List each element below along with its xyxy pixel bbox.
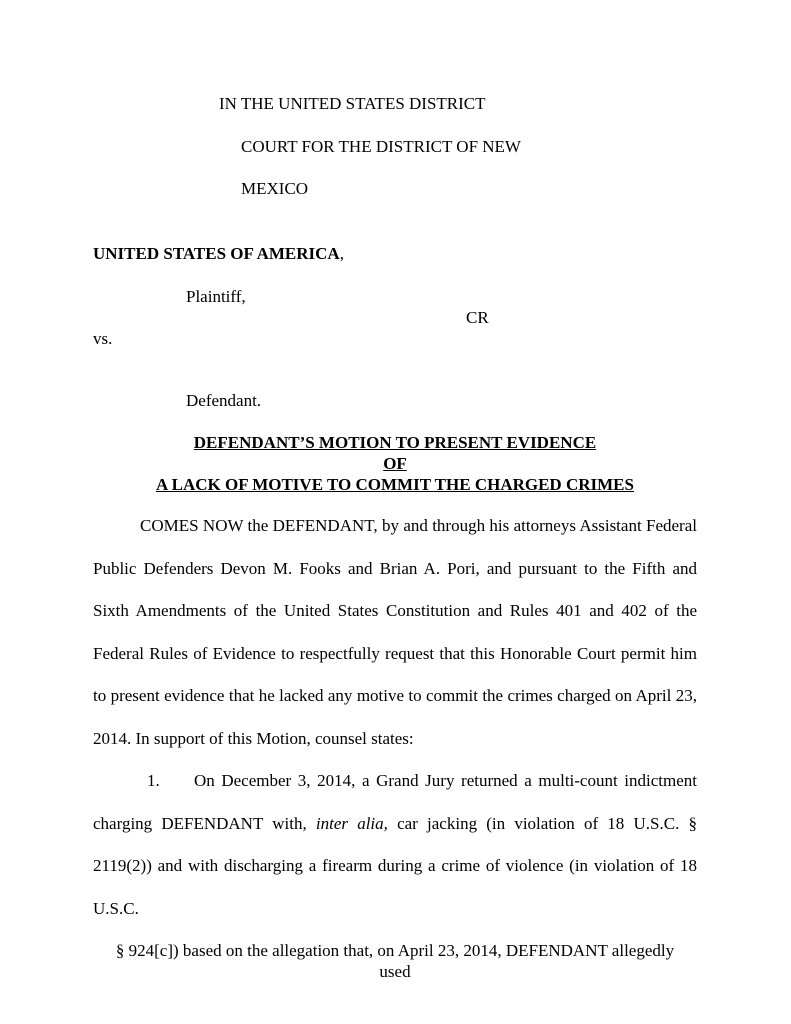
continued-paragraph xyxy=(93,940,697,982)
court-name-line-2: COURT FOR THE DISTRICT OF NEW xyxy=(241,137,521,156)
paragraph-number: 1. xyxy=(147,771,160,790)
versus-label: vs. xyxy=(93,329,113,348)
continued-line-2: used xyxy=(379,962,411,981)
motion-title xyxy=(93,432,697,495)
motion-title-line-2: OF xyxy=(383,454,407,473)
defendant-role: Defendant. xyxy=(186,391,262,410)
plaintiff-role: Plaintiff, xyxy=(186,287,246,306)
plaintiff-party xyxy=(93,244,344,264)
continued-line-1: § 924[c]) based on the allegation that, on April 23, 2014, DEFENDANT allegedly xyxy=(115,941,675,960)
court-name-line-1: IN THE UNITED STATES DISTRICT xyxy=(219,94,486,113)
plaintiff-name: UNITED STATES OF AMERICA xyxy=(93,244,340,263)
paragraph-1-text-start: On December 3, 2014, a Grand Jury returned a multi-count indictment charging DEFENDANT with, xyxy=(93,771,697,833)
motion-title-line-3: A LACK OF MOTIVE TO COMMIT THE CHARGED CRIMES xyxy=(156,475,634,494)
intro-paragraph: COMES NOW the DEFENDANT, by and through his attorneys Assistant Federal Public Defenders Devon M. Fooks and Brian A. Pori, and pursuant to the Fifth and Sixth Amendments of the United States Constitution and Rules 401 and 402 of the Federal Rules of Evidence to respectfully request that this Honorable Court permit him to present evidence that he lacked any motive to commit the crimes charged on April 23, 2014. In support of this Motion, counsel states: xyxy=(93,516,697,748)
motion-title-line-1: DEFENDANT’S MOTION TO PRESENT EVIDENCE xyxy=(193,433,597,452)
plaintiff-name-suffix: , xyxy=(339,244,344,263)
paragraph-1-italic-phrase: inter alia, xyxy=(315,813,388,833)
case-number: CR xyxy=(466,308,489,327)
paragraph-1-text-end: car jacking (in violation of 18 U.S.C. § 2119(2)) and with discharging a firearm during a crime of violence (in violation of 18 U.S.C. xyxy=(93,813,698,918)
numbered-paragraph-1 xyxy=(93,760,697,930)
court-name-line-3: MEXICO xyxy=(241,179,309,198)
